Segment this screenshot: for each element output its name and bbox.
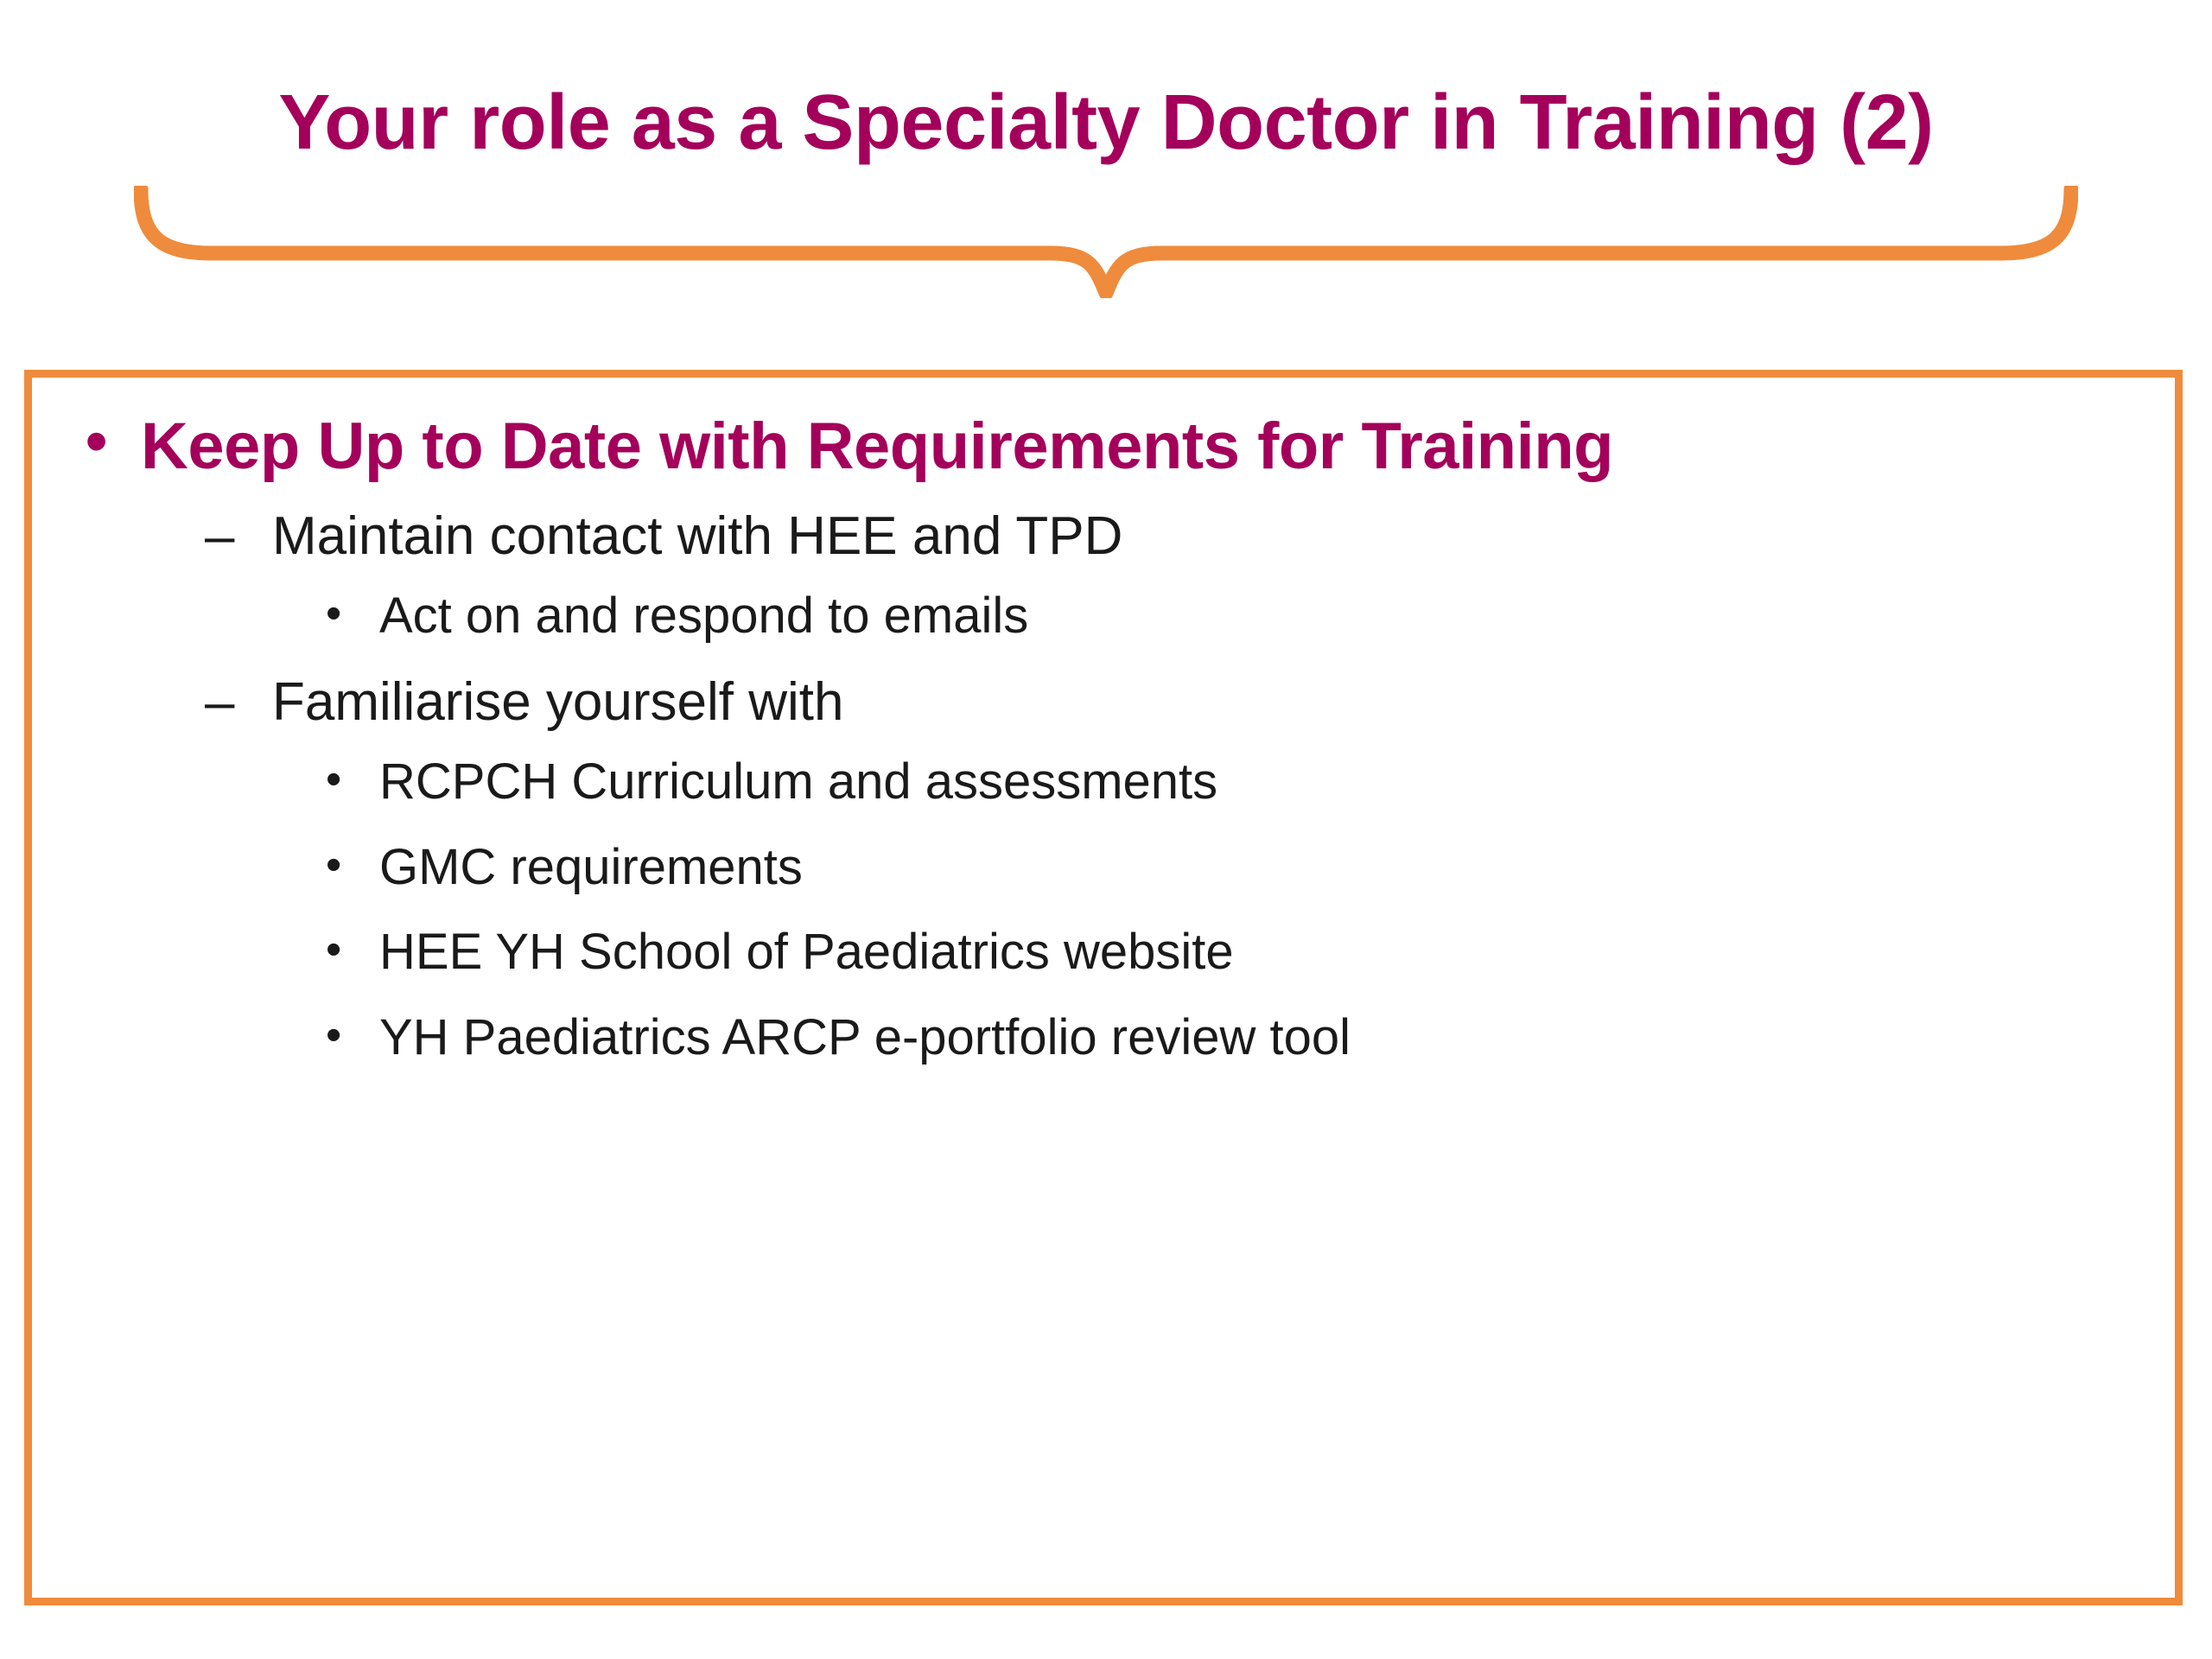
list-item xyxy=(67,407,2140,483)
list-item xyxy=(326,837,2140,899)
list-item-label: YH Paediatrics ARCP e-portfolio review tool xyxy=(379,1009,1351,1066)
list-item xyxy=(205,505,2140,567)
bullet-marker-icon: • xyxy=(86,407,108,476)
list-item-label: GMC requirements xyxy=(379,838,803,895)
list-item-label: RCPCH Curriculum and assessments xyxy=(379,753,1218,810)
list-item xyxy=(326,922,2140,983)
list-item xyxy=(326,752,2140,813)
list-item-label: Familiarise yourself with xyxy=(272,671,844,732)
orange-brace-decoration xyxy=(134,186,2078,298)
bullet-marker-icon: • xyxy=(326,1010,342,1061)
list-item xyxy=(326,1007,2140,1069)
list-item-label: HEE YH School of Paediatrics website xyxy=(379,924,1234,981)
dash-marker-icon: – xyxy=(205,505,235,566)
list-item xyxy=(205,671,2140,733)
list-item-label: Keep Up to Date with Requirements for Training xyxy=(141,410,1614,483)
bullet-list xyxy=(32,378,2175,1093)
bullet-marker-icon: • xyxy=(326,839,342,890)
slide-title-container xyxy=(0,79,2212,166)
page-title: Your role as a Specialty Doctor in Training (2) xyxy=(278,79,1934,166)
content-box xyxy=(24,370,2183,1605)
bullet-marker-icon: • xyxy=(326,753,342,804)
list-item xyxy=(326,586,2140,647)
bullet-marker-icon: • xyxy=(326,588,342,639)
list-item-label: Maintain contact with HEE and TPD xyxy=(272,505,1123,566)
dash-marker-icon: – xyxy=(205,671,235,732)
list-item-label: Act on and respond to emails xyxy=(379,587,1029,644)
bullet-marker-icon: • xyxy=(326,925,342,976)
